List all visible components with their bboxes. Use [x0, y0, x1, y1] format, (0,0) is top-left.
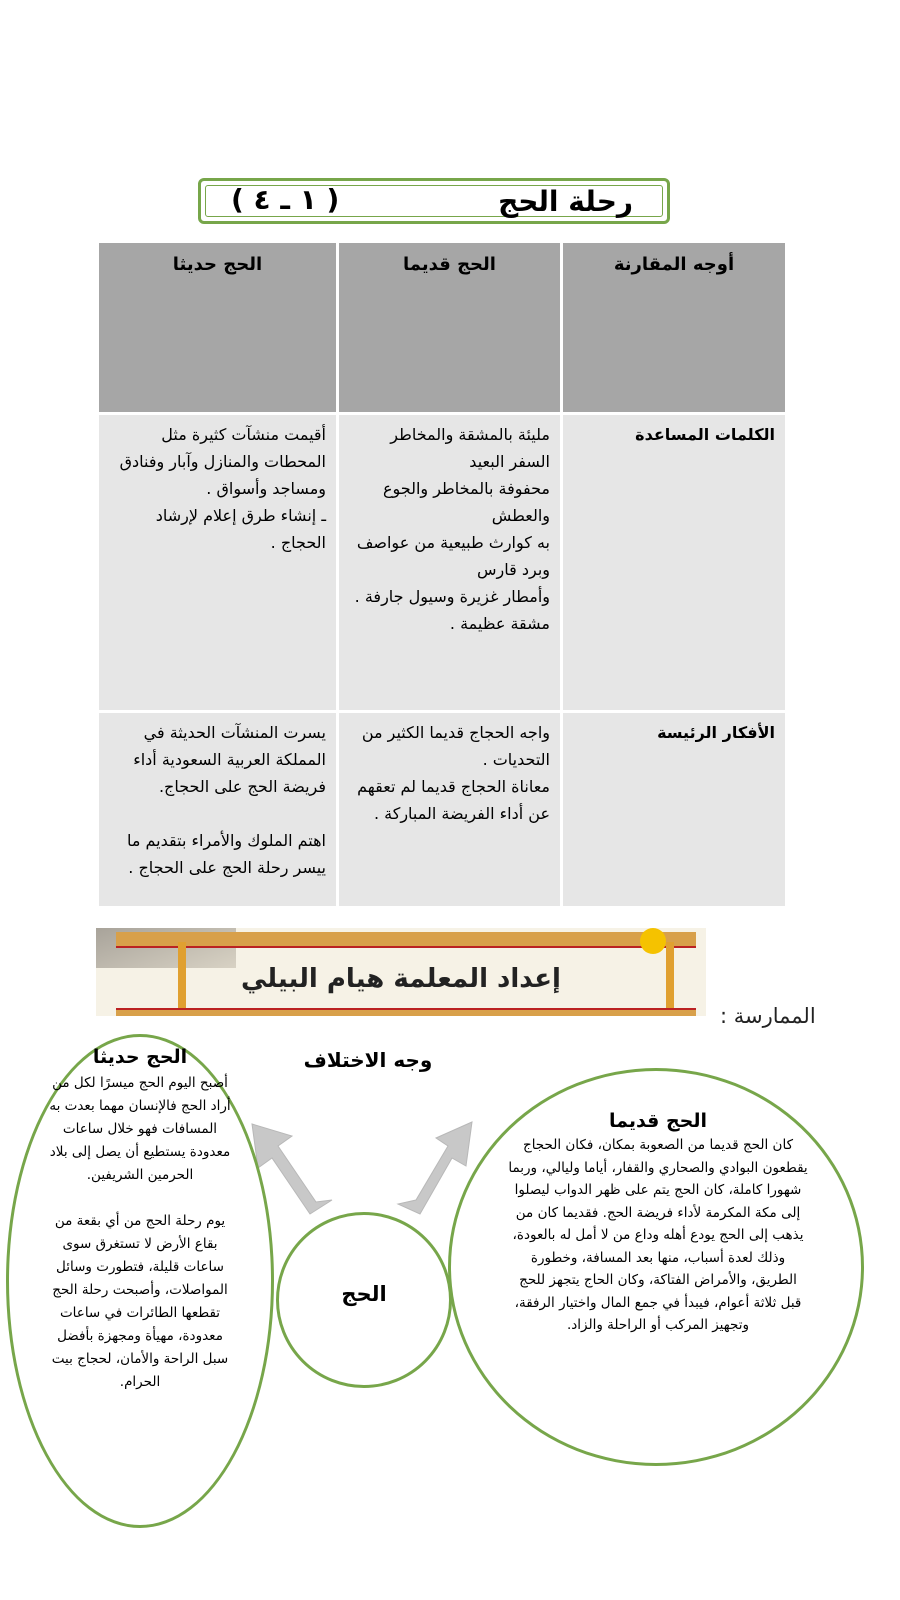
cell-modern-helper-words: أقيمت منشآت كثيرة مثل المحطات والمنازل وآبار وفنادق ومساجد وأسواق . ـ إنشاء طرق إعلام لإرشاد الحجاج . — [98, 414, 338, 712]
old-hajj-heading: الحج قديما — [608, 1110, 708, 1132]
old-hajj-text-block — [508, 1108, 808, 1337]
row-label-main-ideas: الأفكار الرئيسة — [562, 712, 787, 908]
page-title: رحلة الحج — [498, 185, 633, 218]
cell-old-main-ideas: واجه الحجاج قديما الكثير من التحديات . معاناة الحجاج قديما لم تعقهم عن أداء الفريضة المباركة . — [338, 712, 562, 908]
cell-old-helper-words: مليئة بالمشقة والمخاطر السفر البعيد محفوفة بالمخاطر والجوع والعطش به كوارث طبيعية من عواصف وبرد قارس وأمطار غزيرة وسيول جارفة . مشقة عظيمة . — [338, 414, 562, 712]
modern-hajj-paragraph-1: أصبح اليوم الحج ميسرًا لكل من أراد الحج فالإنسان مهما بعدت به المسافات فهو خلال ساعات معدودة يستطيع أن يصل إلى بلاد الحرمين الشريفين. — [49, 1075, 231, 1183]
lesson-number: ( ١ ـ ٤ ) — [231, 183, 340, 216]
header-aspects: أوجه المقارنة — [562, 242, 787, 414]
difference-label: وجه الاختلاف — [303, 1048, 433, 1072]
cell-modern-main-ideas: يسرت المنشآت الحديثة في المملكة العربية السعودية أداء فريضة الحج على الحجاج. اهتم الملوك والأمراء بتقديم ما ييسر رحلة الحج على الحجاج . — [98, 712, 338, 908]
old-hajj-paragraph: كان الحج قديما من الصعوبة بمكان، فكان الحجاج يقطعون البوادي والصحاري والقفار، أياما وليالي، وربما شهورا كاملة، كان الحج يتم على ظهر الدواب ليصلوا إلى مكة المكرمة لأداء فريضة الحج. فقديما كان من يذهب إلى الحج يودع أهله وداع من لا أمل له بالعودة، وذلك لعدة أسباب، منها بعد المسافة، وخطورة الطريق، والأمراض الفتاكة، وكان الحاج يتجهز للحج قبل ثلاثة أعوام، فيبدأ في جمع المال واختيار الرفقة، وتجهيز المركب أو الراحلة والزاد. — [508, 1137, 808, 1333]
banner-author-text: إعداد المعلمة هيام البيلي — [241, 964, 561, 994]
row-label-helper-words: الكلمات المساعدة — [562, 414, 787, 712]
header-old-hajj: الحج قديما — [338, 242, 562, 414]
modern-hajj-paragraph-2: يوم رحلة الحج من أي بقعة من بقاع الأرض لا تستغرق سوى ساعات قليلة، فتطورت وسائل المواصلات، وأصبحت رحلة الحج تقطعها الطائرات في ساعات معدودة، مهيأة ومجهزة بأفضل سبل الراحة والأمان، لحجاج بيت الحرام. — [51, 1213, 229, 1390]
practice-label: الممارسة : — [720, 1004, 816, 1028]
header-modern-hajj: الحج حديثا — [98, 242, 338, 414]
modern-hajj-text-block — [44, 1044, 236, 1394]
modern-hajj-heading: الحج حديثا — [92, 1046, 188, 1068]
center-hajj-label: الحج — [341, 1282, 387, 1306]
